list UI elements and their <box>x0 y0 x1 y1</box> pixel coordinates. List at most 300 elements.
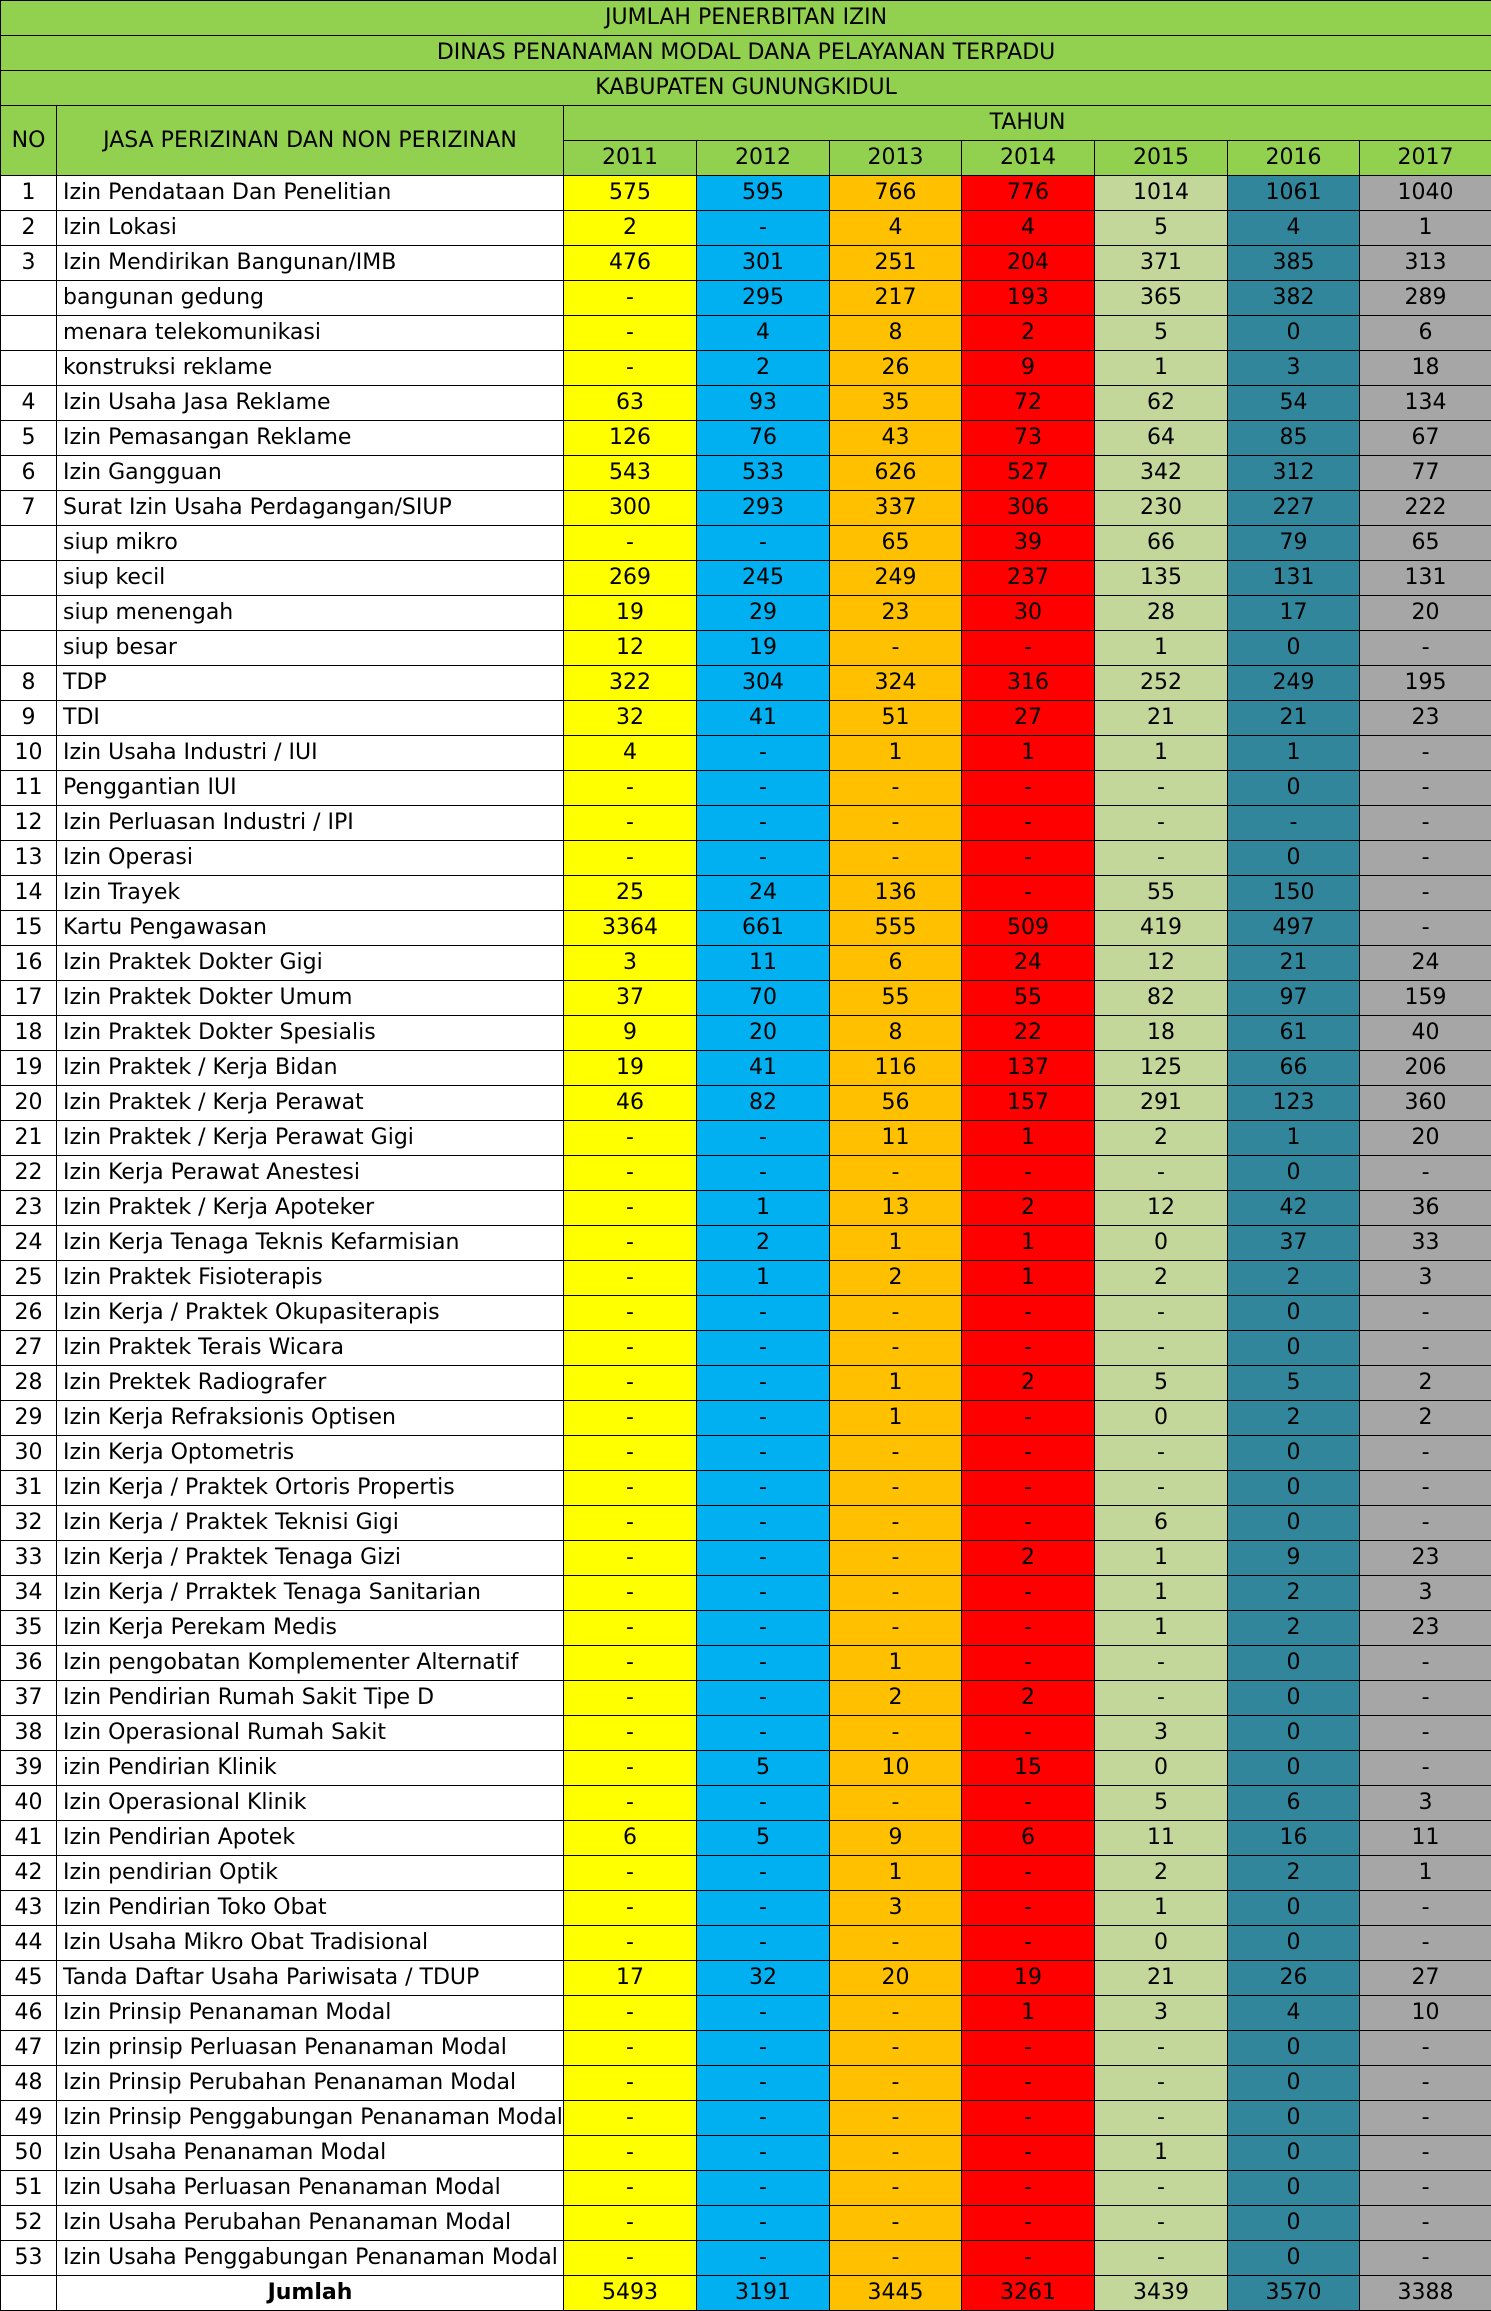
table-row <box>1 351 1491 386</box>
year-value-cell: 555 <box>830 911 962 946</box>
year-value-cell: 230 <box>1095 491 1228 526</box>
total-row <box>1 2276 1491 2311</box>
year-value-cell: 1 <box>1095 1891 1228 1926</box>
table-row <box>1 1786 1491 1821</box>
year-value-cell: 19 <box>564 1051 697 1086</box>
service-name: Izin pendirian Optik <box>57 1856 564 1891</box>
year-value-cell: 20 <box>830 1961 962 1996</box>
year-value-cell: 0 <box>1228 1506 1360 1541</box>
service-name: Izin Pemasangan Reklame <box>57 421 564 456</box>
year-value-cell: 20 <box>697 1016 830 1051</box>
service-name: siup besar <box>57 631 564 666</box>
year-value-cell: 313 <box>1360 246 1491 281</box>
year-value-cell: - <box>564 1261 697 1296</box>
service-name: Izin Usaha Jasa Reklame <box>57 386 564 421</box>
year-value-cell: - <box>1095 771 1228 806</box>
year-value-cell: 595 <box>697 176 830 211</box>
row-number: 37 <box>1 1681 57 1716</box>
year-value-cell: - <box>962 2206 1095 2241</box>
year-value-cell: - <box>697 1331 830 1366</box>
year-value-cell: 206 <box>1360 1051 1491 1086</box>
year-value-cell: - <box>564 2241 697 2276</box>
year-value-cell: 3 <box>1095 1996 1228 2031</box>
row-number: 2 <box>1 211 57 246</box>
year-value-cell: - <box>564 1646 697 1681</box>
year-value-cell: 3364 <box>564 911 697 946</box>
year-value-cell: 2 <box>830 1681 962 1716</box>
service-name: Surat Izin Usaha Perdagangan/SIUP <box>57 491 564 526</box>
year-value-cell: 295 <box>697 281 830 316</box>
year-value-cell: 72 <box>962 386 1095 421</box>
year-value-cell: - <box>1228 806 1360 841</box>
title-row-1 <box>1 1 1491 36</box>
year-value-cell: - <box>1360 1716 1491 1751</box>
year-value-cell: - <box>697 2031 830 2066</box>
year-value-cell: 0 <box>1228 2066 1360 2101</box>
table-row <box>1 596 1491 631</box>
year-value-cell: 1 <box>830 1401 962 1436</box>
year-value-cell: 1 <box>1095 2136 1228 2171</box>
year-value-cell: 533 <box>697 456 830 491</box>
year-value-cell: 15 <box>962 1751 1095 1786</box>
table-row <box>1 1331 1491 1366</box>
row-number: 41 <box>1 1821 57 1856</box>
year-value-cell: 22 <box>962 1016 1095 1051</box>
year-value-cell: - <box>1360 806 1491 841</box>
service-name: Izin Prinsip Perubahan Penanaman Modal <box>57 2066 564 2101</box>
year-value-cell: 0 <box>1228 2136 1360 2171</box>
table-row <box>1 421 1491 456</box>
service-name: Izin Pendirian Rumah Sakit Tipe D <box>57 1681 564 1716</box>
year-value-cell: 1 <box>1095 736 1228 771</box>
year-value-cell: 6 <box>1095 1506 1228 1541</box>
year-value-cell: - <box>564 1401 697 1436</box>
year-value-cell: 1040 <box>1360 176 1491 211</box>
table-row <box>1 561 1491 596</box>
year-value-cell: 6 <box>1228 1786 1360 1821</box>
year-value-cell: - <box>697 211 830 246</box>
year-value-cell: 222 <box>1360 491 1491 526</box>
year-value-cell: 97 <box>1228 981 1360 1016</box>
service-name: Izin Lokasi <box>57 211 564 246</box>
row-number: 7 <box>1 491 57 526</box>
service-name: Izin Operasi <box>57 841 564 876</box>
row-number: 19 <box>1 1051 57 1086</box>
year-value-cell: - <box>564 526 697 561</box>
year-value-cell: - <box>962 1646 1095 1681</box>
year-value-cell: 51 <box>830 701 962 736</box>
year-value-cell: 342 <box>1095 456 1228 491</box>
table-row <box>1 911 1491 946</box>
row-number: 49 <box>1 2101 57 2136</box>
year-value-cell: - <box>1095 806 1228 841</box>
year-value-cell: - <box>1095 2101 1228 2136</box>
year-value-cell: 2 <box>697 351 830 386</box>
year-value-cell: 2 <box>962 1681 1095 1716</box>
year-value-cell: - <box>1095 2031 1228 2066</box>
year-value-cell: - <box>1360 2031 1491 2066</box>
year-value-cell: 37 <box>1228 1226 1360 1261</box>
year-value-cell: 76 <box>697 421 830 456</box>
year-value-cell: 4 <box>962 211 1095 246</box>
year-value-cell: 0 <box>1228 1471 1360 1506</box>
row-number: 13 <box>1 841 57 876</box>
year-value-cell: 1 <box>830 1226 962 1261</box>
year-value-cell: 1 <box>962 1226 1095 1261</box>
year-value-cell: - <box>962 2136 1095 2171</box>
year-value-cell: 575 <box>564 176 697 211</box>
year-value-cell: 65 <box>830 526 962 561</box>
year-value-cell: 55 <box>962 981 1095 1016</box>
year-value-cell: 24 <box>962 946 1095 981</box>
year-value-cell: 46 <box>564 1086 697 1121</box>
table-row <box>1 1156 1491 1191</box>
header-year: 2011 <box>564 141 697 176</box>
year-value-cell: 497 <box>1228 911 1360 946</box>
year-value-cell: 24 <box>1360 946 1491 981</box>
year-value-cell: 66 <box>1095 526 1228 561</box>
year-value-cell: 0 <box>1228 631 1360 666</box>
year-value-cell: 337 <box>830 491 962 526</box>
year-value-cell: 16 <box>1228 1821 1360 1856</box>
year-value-cell: 0 <box>1095 1751 1228 1786</box>
year-value-cell: - <box>1360 2066 1491 2101</box>
year-value-cell: 251 <box>830 246 962 281</box>
year-value-cell: 2 <box>1360 1366 1491 1401</box>
service-name: Izin Praktek Dokter Spesialis <box>57 1016 564 1051</box>
year-value-cell: 35 <box>830 386 962 421</box>
year-value-cell: 137 <box>962 1051 1095 1086</box>
year-value-cell: 5 <box>1095 1786 1228 1821</box>
header-year: 2017 <box>1360 141 1491 176</box>
year-value-cell: 0 <box>1228 2171 1360 2206</box>
year-value-cell: 37 <box>564 981 697 1016</box>
year-value-cell: - <box>1095 1331 1228 1366</box>
year-value-cell: - <box>697 1121 830 1156</box>
row-number: 15 <box>1 911 57 946</box>
year-value-cell: 304 <box>697 666 830 701</box>
year-value-cell: 301 <box>697 246 830 281</box>
year-value-cell: - <box>1360 876 1491 911</box>
year-value-cell: - <box>830 631 962 666</box>
year-value-cell: - <box>697 1296 830 1331</box>
year-value-cell: - <box>564 281 697 316</box>
year-value-cell: 2 <box>1228 1261 1360 1296</box>
year-value-cell: - <box>962 1716 1095 1751</box>
year-value-cell: 0 <box>1228 841 1360 876</box>
table-row <box>1 1016 1491 1051</box>
table-row <box>1 491 1491 526</box>
row-number: 18 <box>1 1016 57 1051</box>
header-year: 2016 <box>1228 141 1360 176</box>
year-value-cell: - <box>697 1506 830 1541</box>
year-value-cell: 661 <box>697 911 830 946</box>
table-row <box>1 981 1491 1016</box>
year-value-cell: - <box>564 771 697 806</box>
total-value: 3191 <box>697 2276 830 2311</box>
year-value-cell: 77 <box>1360 456 1491 491</box>
year-value-cell: 2 <box>1228 1611 1360 1646</box>
year-value-cell: 26 <box>1228 1961 1360 1996</box>
service-name: Izin Praktek Dokter Gigi <box>57 946 564 981</box>
table-row <box>1 386 1491 421</box>
year-value-cell: - <box>1360 771 1491 806</box>
year-value-cell: 159 <box>1360 981 1491 1016</box>
year-value-cell: 776 <box>962 176 1095 211</box>
year-value-cell: - <box>564 1121 697 1156</box>
year-value-cell: 157 <box>962 1086 1095 1121</box>
service-name: Izin Kerja / Praktek Ortoris Propertis <box>57 1471 564 1506</box>
year-value-cell: - <box>1360 911 1491 946</box>
year-value-cell: 324 <box>830 666 962 701</box>
year-value-cell: - <box>697 2101 830 2136</box>
year-value-cell: - <box>697 841 830 876</box>
service-name: Izin Kerja Tenaga Teknis Kefarmisian <box>57 1226 564 1261</box>
row-number <box>1 351 57 386</box>
year-value-cell: - <box>564 1541 697 1576</box>
row-number: 24 <box>1 1226 57 1261</box>
year-value-cell: 509 <box>962 911 1095 946</box>
year-value-cell: - <box>697 1541 830 1576</box>
service-name: Izin Perluasan Industri / IPI <box>57 806 564 841</box>
table-row <box>1 1611 1491 1646</box>
service-name: Izin Praktek / Kerja Perawat <box>57 1086 564 1121</box>
year-value-cell: 26 <box>830 351 962 386</box>
year-value-cell: 2 <box>830 1261 962 1296</box>
year-value-cell: 40 <box>1360 1016 1491 1051</box>
year-value-cell: - <box>830 2206 962 2241</box>
year-value-cell: 5 <box>697 1821 830 1856</box>
year-value-cell: - <box>830 1156 962 1191</box>
year-value-cell: 23 <box>1360 1541 1491 1576</box>
year-value-cell: - <box>962 1401 1095 1436</box>
year-value-cell: 2 <box>564 211 697 246</box>
year-value-cell: 42 <box>1228 1191 1360 1226</box>
year-value-cell: 2 <box>1095 1261 1228 1296</box>
year-value-cell: 70 <box>697 981 830 1016</box>
row-number: 14 <box>1 876 57 911</box>
year-value-cell: 126 <box>564 421 697 456</box>
service-name: Izin Prektek Radiografer <box>57 1366 564 1401</box>
year-value-cell: 291 <box>1095 1086 1228 1121</box>
year-value-cell: - <box>1095 2206 1228 2241</box>
year-value-cell: - <box>564 2206 697 2241</box>
year-value-cell: 217 <box>830 281 962 316</box>
year-value-cell: 1014 <box>1095 176 1228 211</box>
year-value-cell: 1061 <box>1228 176 1360 211</box>
table-row <box>1 1541 1491 1576</box>
row-number: 34 <box>1 1576 57 1611</box>
year-value-cell: 9 <box>564 1016 697 1051</box>
year-value-cell: 21 <box>1095 701 1228 736</box>
table-row <box>1 456 1491 491</box>
year-value-cell: 0 <box>1228 2101 1360 2136</box>
year-value-cell: 371 <box>1095 246 1228 281</box>
year-value-cell: 5 <box>1095 211 1228 246</box>
title-row-3 <box>1 71 1491 106</box>
row-number: 36 <box>1 1646 57 1681</box>
row-number: 53 <box>1 2241 57 2276</box>
year-value-cell: 766 <box>830 176 962 211</box>
service-name: bangunan gedung <box>57 281 564 316</box>
year-value-cell: - <box>697 1156 830 1191</box>
year-value-cell: 0 <box>1228 2241 1360 2276</box>
service-name: Izin Praktek Fisioterapis <box>57 1261 564 1296</box>
year-value-cell: 0 <box>1228 1716 1360 1751</box>
header-service: JASA PERIZINAN DAN NON PERIZINAN <box>57 106 564 176</box>
year-value-cell: 4 <box>1228 1996 1360 2031</box>
year-value-cell: - <box>697 2171 830 2206</box>
year-value-cell: 131 <box>1228 561 1360 596</box>
year-value-cell: - <box>564 351 697 386</box>
year-value-cell: - <box>564 2171 697 2206</box>
year-value-cell: 20 <box>1360 596 1491 631</box>
header-year: 2014 <box>962 141 1095 176</box>
year-value-cell: 19 <box>962 1961 1095 1996</box>
year-value-cell: 4 <box>1228 211 1360 246</box>
row-number: 1 <box>1 176 57 211</box>
year-value-cell: 9 <box>1228 1541 1360 1576</box>
service-name: Izin Operasional Rumah Sakit <box>57 1716 564 1751</box>
year-value-cell: - <box>1095 1471 1228 1506</box>
year-value-cell: - <box>1360 1471 1491 1506</box>
year-value-cell: 5 <box>1095 316 1228 351</box>
service-name: siup mikro <box>57 526 564 561</box>
table-row <box>1 1051 1491 1086</box>
year-value-cell: - <box>697 1401 830 1436</box>
year-value-cell: 55 <box>1095 876 1228 911</box>
year-value-cell: - <box>1360 2241 1491 2276</box>
year-value-cell: - <box>962 1156 1095 1191</box>
year-value-cell: 269 <box>564 561 697 596</box>
year-value-cell: 11 <box>697 946 830 981</box>
year-value-cell: 136 <box>830 876 962 911</box>
year-value-cell: - <box>1360 736 1491 771</box>
year-value-cell: 6 <box>564 1821 697 1856</box>
year-value-cell: 6 <box>1360 316 1491 351</box>
year-value-cell: 1 <box>1095 1541 1228 1576</box>
year-value-cell: 0 <box>1228 1646 1360 1681</box>
year-value-cell: - <box>697 1716 830 1751</box>
year-value-cell: 476 <box>564 246 697 281</box>
year-value-cell: 365 <box>1095 281 1228 316</box>
year-value-cell: 28 <box>1095 596 1228 631</box>
year-value-cell: - <box>564 1331 697 1366</box>
service-name: Penggantian IUI <box>57 771 564 806</box>
year-value-cell: - <box>564 1996 697 2031</box>
year-value-cell: - <box>564 1471 697 1506</box>
year-value-cell: - <box>697 2241 830 2276</box>
row-number: 11 <box>1 771 57 806</box>
year-value-cell: 195 <box>1360 666 1491 701</box>
year-value-cell: 1 <box>962 736 1095 771</box>
year-value-cell: 1 <box>1228 736 1360 771</box>
year-value-cell: - <box>564 1891 697 1926</box>
year-value-cell: - <box>962 2101 1095 2136</box>
header-tahun: TAHUN <box>564 106 1491 141</box>
table-row <box>1 1401 1491 1436</box>
row-number: 16 <box>1 946 57 981</box>
service-name: siup menengah <box>57 596 564 631</box>
table-row <box>1 1506 1491 1541</box>
year-value-cell: 306 <box>962 491 1095 526</box>
year-value-cell: 2 <box>697 1226 830 1261</box>
year-value-cell: - <box>697 1926 830 1961</box>
year-value-cell: 245 <box>697 561 830 596</box>
row-number: 40 <box>1 1786 57 1821</box>
year-value-cell: 41 <box>697 1051 830 1086</box>
table-row <box>1 1296 1491 1331</box>
total-value: 3261 <box>962 2276 1095 2311</box>
year-value-cell: - <box>1360 2136 1491 2171</box>
year-value-cell: 237 <box>962 561 1095 596</box>
row-number: 38 <box>1 1716 57 1751</box>
year-value-cell: 1 <box>697 1191 830 1226</box>
year-value-cell: - <box>962 771 1095 806</box>
table-row <box>1 1261 1491 1296</box>
year-value-cell: - <box>830 771 962 806</box>
year-value-cell: 12 <box>564 631 697 666</box>
table-row <box>1 1996 1491 2031</box>
table-row <box>1 1436 1491 1471</box>
service-name: Izin Operasional Klinik <box>57 1786 564 1821</box>
service-name: Izin Kerja / Praktek Okupasiterapis <box>57 1296 564 1331</box>
year-value-cell: - <box>697 2206 830 2241</box>
service-name: Izin Praktek / Kerja Apoteker <box>57 1191 564 1226</box>
service-name: konstruksi reklame <box>57 351 564 386</box>
year-value-cell: - <box>564 841 697 876</box>
year-value-cell: - <box>962 1576 1095 1611</box>
row-number: 27 <box>1 1331 57 1366</box>
year-value-cell: 43 <box>830 421 962 456</box>
row-number: 17 <box>1 981 57 1016</box>
year-value-cell: 193 <box>962 281 1095 316</box>
service-name: Izin Praktek / Kerja Perawat Gigi <box>57 1121 564 1156</box>
year-value-cell: - <box>1095 1646 1228 1681</box>
year-value-cell: 0 <box>1228 2206 1360 2241</box>
row-number: 29 <box>1 1401 57 1436</box>
service-name: Izin Praktek Terais Wicara <box>57 1331 564 1366</box>
header-year: 2013 <box>830 141 962 176</box>
row-number: 26 <box>1 1296 57 1331</box>
row-number: 25 <box>1 1261 57 1296</box>
year-value-cell: 10 <box>1360 1996 1491 2031</box>
year-value-cell: 82 <box>697 1086 830 1121</box>
row-number: 12 <box>1 806 57 841</box>
year-value-cell: 27 <box>1360 1961 1491 1996</box>
row-number: 20 <box>1 1086 57 1121</box>
year-value-cell: - <box>962 1296 1095 1331</box>
year-value-cell: - <box>697 1856 830 1891</box>
year-value-cell: - <box>697 1436 830 1471</box>
year-value-cell: - <box>564 1611 697 1646</box>
year-value-cell: 0 <box>1228 1681 1360 1716</box>
header-year: 2012 <box>697 141 830 176</box>
year-value-cell: - <box>1360 1926 1491 1961</box>
year-value-cell: - <box>697 736 830 771</box>
year-value-cell: 8 <box>830 1016 962 1051</box>
year-value-cell: 27 <box>962 701 1095 736</box>
year-value-cell: - <box>564 1786 697 1821</box>
title-line-2: DINAS PENANAMAN MODAL DANA PELAYANAN TERPADU <box>1 36 1491 71</box>
year-value-cell: 1 <box>830 736 962 771</box>
table-row <box>1 2206 1491 2241</box>
year-value-cell: - <box>564 1681 697 1716</box>
year-value-cell: 3 <box>830 1891 962 1926</box>
year-value-cell: 252 <box>1095 666 1228 701</box>
row-number: 50 <box>1 2136 57 2171</box>
row-number: 39 <box>1 1751 57 1786</box>
